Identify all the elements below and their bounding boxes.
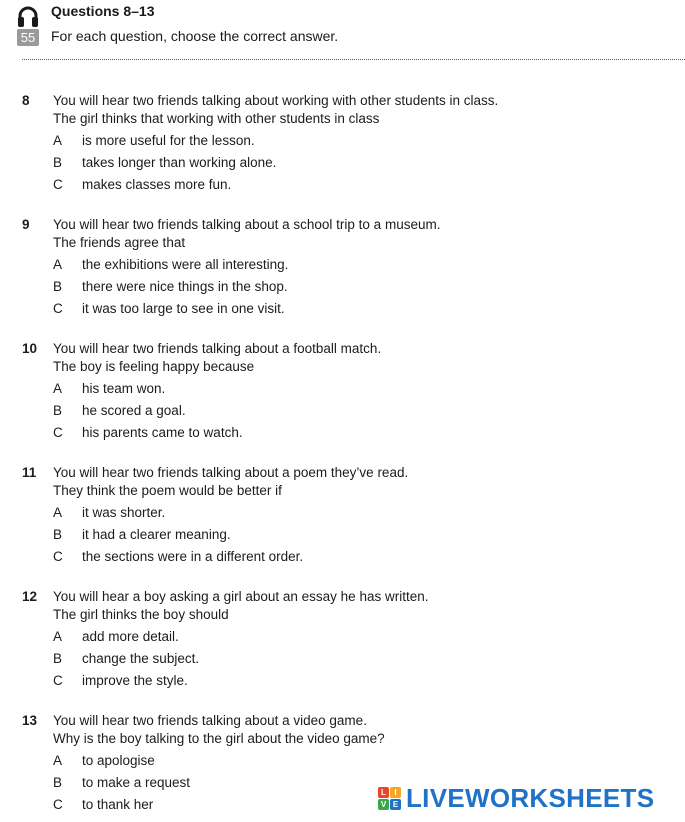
question-stem: Why is the boy talking to the girl about the video game?: [53, 731, 385, 746]
option-b[interactable]: [53, 775, 190, 790]
option-text: his parents came to watch.: [82, 425, 243, 440]
question-stem: The friends agree that: [53, 235, 186, 250]
option-text: it was shorter.: [82, 505, 166, 520]
option-letter: C: [53, 425, 63, 440]
option-text: takes longer than working alone.: [82, 155, 277, 170]
option-b[interactable]: [53, 279, 288, 294]
option-letter: A: [53, 257, 63, 272]
option-letter: B: [53, 403, 63, 418]
option-text: improve the style.: [82, 673, 188, 688]
option-text: is more useful for the lesson.: [82, 133, 255, 148]
option-b[interactable]: [53, 403, 186, 418]
option-text: to apologise: [82, 753, 155, 768]
option-text: makes classes more fun.: [82, 177, 232, 192]
option-c[interactable]: [53, 425, 243, 440]
liveworksheets-watermark: [378, 784, 654, 812]
option-a[interactable]: [53, 505, 165, 520]
option-text: the sections were in a different order.: [82, 549, 304, 564]
question-prompt: You will hear two friends talking about a poem they’ve read.: [53, 465, 409, 480]
question-number: 12: [22, 589, 38, 604]
option-c[interactable]: [53, 673, 188, 688]
option-letter: C: [53, 301, 63, 316]
option-letter: C: [53, 673, 63, 688]
question-number: 13: [22, 713, 38, 728]
option-letter: C: [53, 177, 63, 192]
question-number: 8: [22, 93, 30, 108]
option-letter: B: [53, 651, 63, 666]
question-prompt: You will hear a boy asking a girl about an essay he has written.: [53, 589, 429, 604]
question-prompt: You will hear two friends talking about a video game.: [53, 713, 367, 728]
liveworksheets-logo-icon: [378, 787, 401, 810]
dotted-divider: [22, 59, 685, 60]
option-text: add more detail.: [82, 629, 179, 644]
audio-track-number: 55: [17, 29, 39, 46]
logo-tile: I: [390, 787, 401, 798]
option-letter: B: [53, 527, 63, 542]
watermark-text: LIVEWORKSHEETS: [406, 782, 655, 813]
option-letter: B: [53, 279, 63, 294]
option-text: the exhibitions were all interesting.: [82, 257, 289, 272]
option-letter: A: [53, 753, 63, 768]
option-a[interactable]: [53, 257, 288, 272]
option-letter: C: [53, 549, 63, 564]
question-prompt: You will hear two friends talking about working with other students in class.: [53, 93, 499, 108]
option-b[interactable]: [53, 155, 276, 170]
option-text: he scored a goal.: [82, 403, 186, 418]
option-c[interactable]: [53, 797, 153, 812]
headphones-icon: [17, 5, 39, 29]
page-title: Questions 8–13: [51, 3, 155, 19]
option-a[interactable]: [53, 133, 255, 148]
option-text: change the subject.: [82, 651, 200, 666]
option-text: it had a clearer meaning.: [82, 527, 231, 542]
logo-tile: L: [378, 787, 389, 798]
option-c[interactable]: [53, 177, 231, 192]
option-letter: A: [53, 629, 63, 644]
question-number: 10: [22, 341, 38, 356]
option-b[interactable]: [53, 651, 199, 666]
option-a[interactable]: [53, 381, 165, 396]
question-stem: The girl thinks that working with other students in class: [53, 111, 380, 126]
option-letter: C: [53, 797, 63, 812]
option-b[interactable]: [53, 527, 231, 542]
option-text: there were nice things in the shop.: [82, 279, 288, 294]
option-text: it was too large to see in one visit.: [82, 301, 285, 316]
option-a[interactable]: [53, 629, 179, 644]
option-c[interactable]: [53, 549, 303, 564]
option-c[interactable]: [53, 301, 285, 316]
logo-tile: V: [378, 799, 389, 810]
option-letter: A: [53, 133, 63, 148]
option-a[interactable]: [53, 753, 155, 768]
question-number: 9: [22, 217, 30, 232]
option-text: his team won.: [82, 381, 166, 396]
logo-tile: E: [390, 799, 401, 810]
option-text: to make a request: [82, 775, 191, 790]
question-stem: They think the poem would be better if: [53, 483, 282, 498]
option-letter: A: [53, 381, 63, 396]
option-letter: B: [53, 775, 63, 790]
question-prompt: You will hear two friends talking about a football match.: [53, 341, 382, 356]
option-text: to thank her: [82, 797, 154, 812]
instruction-text: For each question, choose the correct answer.: [51, 28, 339, 44]
question-number: 11: [22, 465, 37, 480]
question-stem: The girl thinks the boy should: [53, 607, 229, 622]
option-letter: B: [53, 155, 63, 170]
question-prompt: You will hear two friends talking about a school trip to a museum.: [53, 217, 441, 232]
question-stem: The boy is feeling happy because: [53, 359, 255, 374]
option-letter: A: [53, 505, 63, 520]
